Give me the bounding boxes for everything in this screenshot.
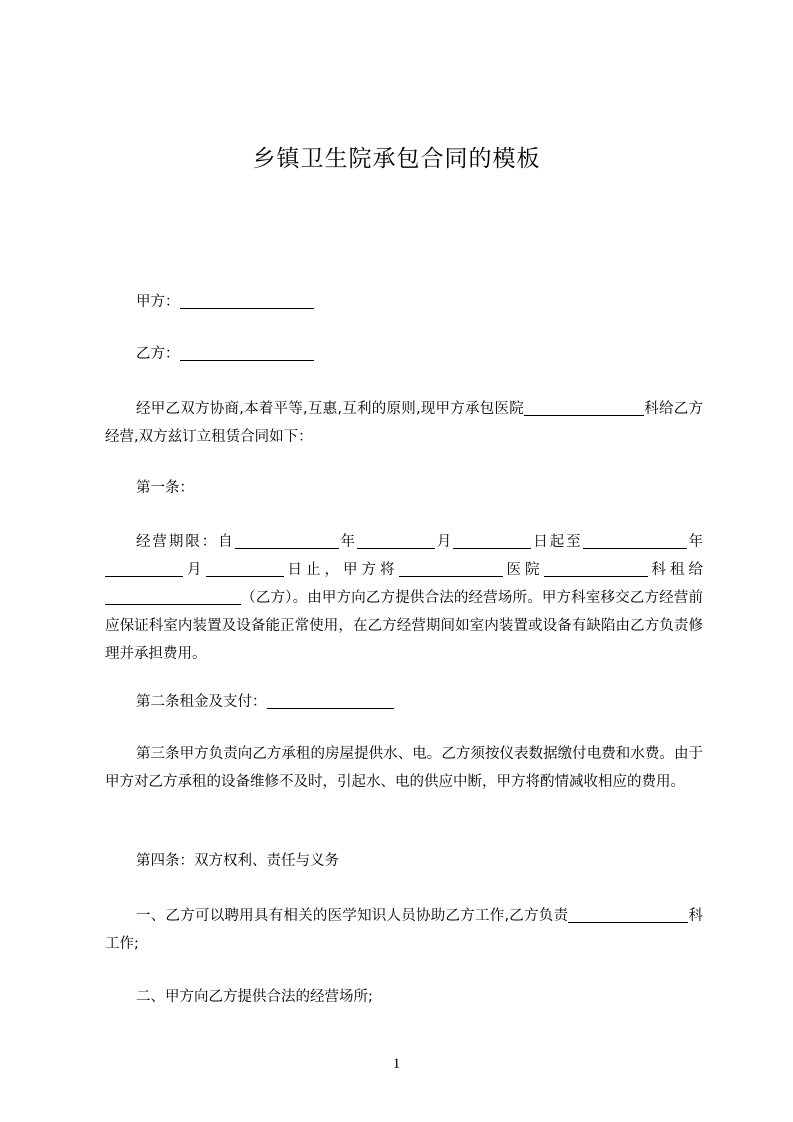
start-day-blank[interactable]: [453, 532, 531, 549]
article1-text-month: 月: [434, 534, 454, 550]
article4-heading: 第四条：双方权利、责任与义务: [136, 853, 339, 869]
hospital-name-blank[interactable]: [399, 560, 503, 577]
article1-text-until: 日起至: [531, 534, 583, 550]
article1-paragraph: [105, 528, 703, 668]
end-month-blank[interactable]: [105, 560, 183, 577]
article1-text-month-2: 月: [183, 562, 206, 578]
intro-paragraph: [105, 395, 703, 451]
end-year-blank[interactable]: [583, 532, 687, 549]
party-a-blank[interactable]: [180, 292, 314, 309]
responsible-department-blank[interactable]: [568, 906, 688, 923]
hospital-blank[interactable]: [524, 399, 644, 416]
item1-text-2: 科工作;: [105, 908, 704, 952]
party-a-line: [105, 288, 703, 316]
intro-text-1: 经甲乙双方协商,本着平等,互惠,互利的原则,现甲方承包医院: [136, 401, 525, 417]
party-b-line: [105, 340, 703, 368]
article1-text-hospital: 医院: [502, 562, 544, 578]
party-b-label: 乙方：: [136, 346, 180, 362]
article2-label: 第二条租金及支付：: [136, 694, 267, 710]
rent-blank[interactable]: [267, 692, 394, 709]
item1-text-1: 一、乙方可以聘用具有相关的医学知识人员协助乙方工作,乙方负责: [136, 908, 569, 924]
end-day-blank[interactable]: [206, 560, 284, 577]
article1-text-day-end: 日止，甲方将: [283, 562, 399, 578]
article1-heading: 第一条：: [136, 480, 194, 496]
article1-text-year: 年: [338, 534, 357, 550]
start-month-blank[interactable]: [357, 532, 435, 549]
article3-paragraph: 第三条甲方负责向乙方承租的房屋提供水、电。乙方须按仪表数据缴付电费和水费。由于甲方对乙方承租的设备维修不及时，引起水、电的供应中断，甲方将酌情减收相应的费用。: [105, 746, 703, 790]
article1-text-lease: 科租给: [647, 562, 703, 578]
article1-text-from: 经营期限：自: [136, 534, 235, 550]
article2-line: [105, 688, 703, 716]
item2-paragraph: 二、甲方向乙方提供合法的经营场所;: [136, 989, 373, 1005]
party-b-blank[interactable]: [180, 344, 314, 361]
page-number: 1: [392, 1056, 401, 1072]
intro-text-2: 科给乙方经营,双方兹订立租赁合同如下：: [105, 401, 704, 445]
document-title: 乡镇卫生院承包合同的模板: [252, 146, 541, 172]
start-year-blank[interactable]: [235, 532, 339, 549]
department-blank[interactable]: [544, 560, 648, 577]
article1-text-year-2: 年: [686, 534, 704, 550]
party-b-name-blank[interactable]: [105, 588, 241, 605]
party-a-label: 甲方：: [136, 294, 180, 310]
item1-paragraph: [105, 902, 703, 958]
article1-text-rest: （乙方）。由甲方向乙方提供合法的经营场所。甲方科室移交乙方经营前应保证科室内装置及设备能正常使用，在乙方经营期间如室内装置或设备有缺陷由乙方负责修理并承担费用。: [105, 590, 703, 662]
